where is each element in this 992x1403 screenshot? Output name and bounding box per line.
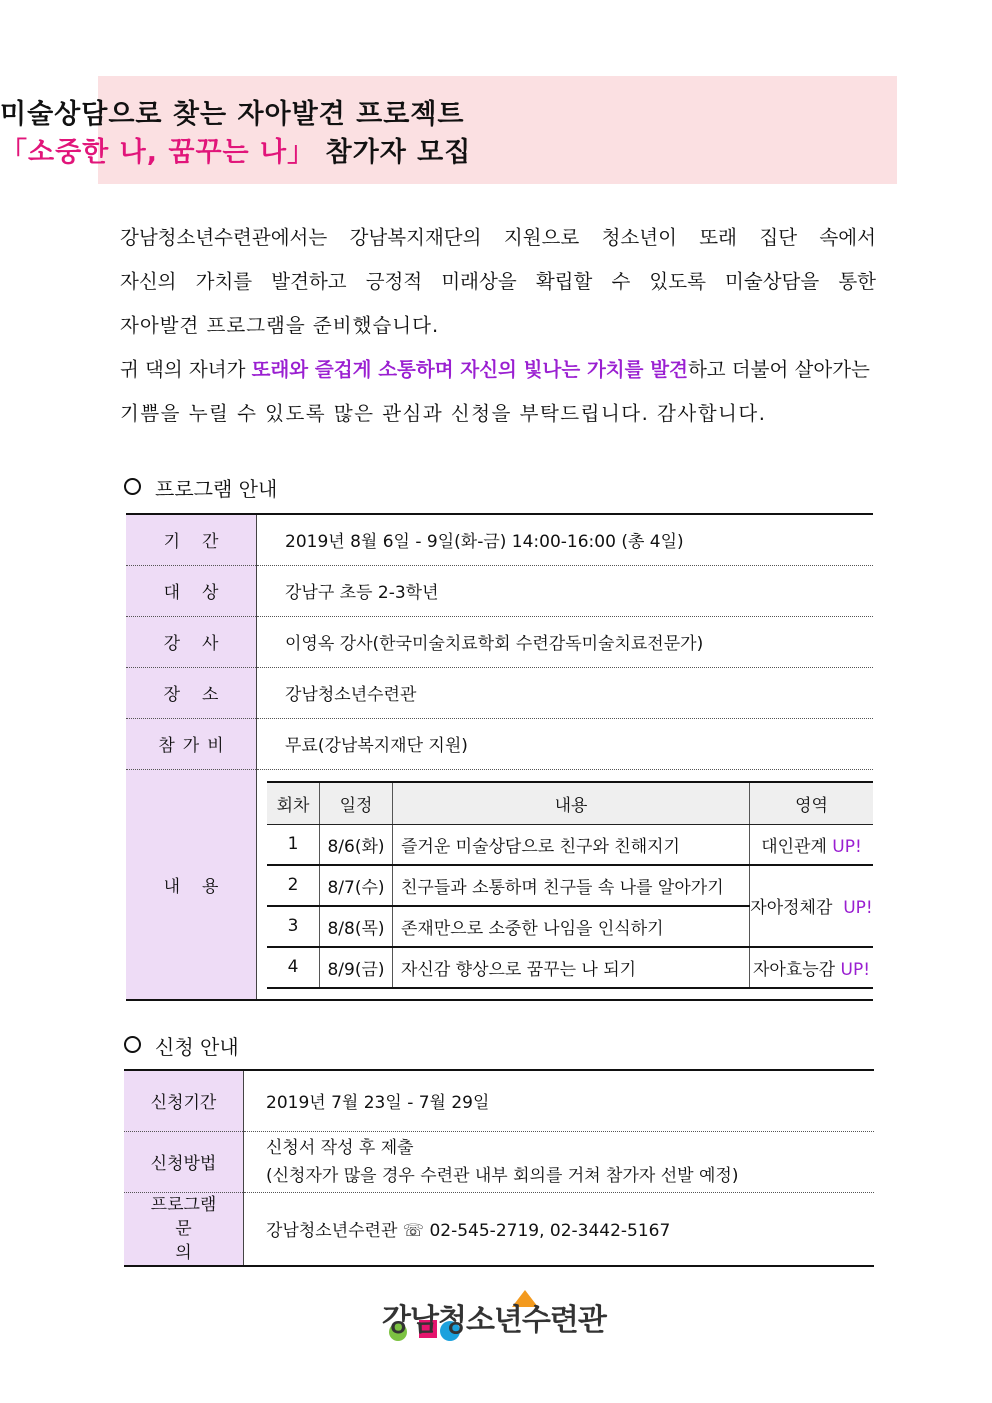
info-row-content	[126, 769, 873, 1000]
schedule-content: 존재만으로 소중한 나임을 인식하기	[393, 906, 750, 947]
program-section-heading	[124, 473, 277, 502]
intro-word: 자신의	[120, 270, 177, 293]
apply-value	[244, 1192, 875, 1266]
schedule-no: 1	[267, 824, 320, 865]
info-label: 장소	[126, 667, 257, 718]
schedule-area	[750, 824, 874, 865]
subtitle-rest: 참가자 모집	[315, 137, 472, 168]
schedule-row	[267, 865, 873, 906]
intro-word: 가치를	[195, 270, 253, 293]
schedule-header: 영역	[750, 782, 874, 825]
schedule-no: 2	[267, 865, 320, 906]
info-row-period	[126, 514, 873, 565]
intro-line-1	[120, 222, 876, 250]
schedule-header: 일정	[320, 782, 393, 825]
schedule-header: 회차	[267, 782, 320, 825]
intro-word: 미술상담을	[725, 270, 820, 293]
apply-section-title: 신청 안내	[155, 1035, 239, 1059]
inquiry-org: 강남청소년수련관	[266, 1221, 398, 1241]
logo-text: 강남청소년수련관	[382, 1303, 606, 1338]
schedule-area	[750, 865, 874, 947]
apply-row-inquiry	[124, 1192, 874, 1266]
schedule-content: 자신감 향상으로 꿈꾸는 나 되기	[393, 947, 750, 988]
area-name: 자아정체감	[750, 898, 833, 918]
intro-word: 또래	[699, 226, 737, 249]
apply-value: 2019년 7월 23일 - 7월 29일	[244, 1070, 875, 1131]
phone-icon: ☏	[402, 1221, 425, 1241]
intro-word: 긍정적	[365, 270, 423, 293]
area-name: 대인관계	[761, 836, 827, 857]
info-label: 기간	[126, 514, 257, 565]
schedule-area	[750, 947, 874, 988]
circle-bullet-icon	[124, 1036, 141, 1053]
apply-value	[244, 1131, 875, 1192]
org-logo	[382, 1287, 612, 1343]
schedule-date: 8/6(화)	[320, 824, 393, 865]
intro-line-4	[120, 354, 870, 382]
apply-label: 신청방법	[124, 1131, 244, 1192]
info-value: 이영옥 강사(한국미술치료학회 수련감독미술치료전문가)	[257, 616, 874, 667]
intro-word: 발견하고	[271, 270, 347, 293]
apply-label	[124, 1192, 244, 1266]
schedule-cell	[257, 769, 874, 1000]
apply-label: 신청기간	[124, 1070, 244, 1131]
schedule-date: 8/7(수)	[320, 865, 393, 906]
schedule-date: 8/8(목)	[320, 906, 393, 947]
intro-word: 통한	[838, 270, 876, 293]
schedule-no: 4	[267, 947, 320, 988]
schedule-row	[267, 824, 873, 865]
info-row-target	[126, 565, 873, 616]
info-row-instructor	[126, 616, 873, 667]
program-section-title: 프로그램 안내	[155, 477, 278, 501]
intro-word: 강남복지재단의	[349, 226, 482, 249]
intro-word: 확립할	[535, 270, 593, 293]
info-label: 참가비	[126, 718, 257, 769]
info-label: 대상	[126, 565, 257, 616]
apply-row-period	[124, 1070, 874, 1131]
intro-line-5: 기쁨을 누릴 수 있도록 많은 관심과 신청을 부탁드립니다. 감사합니다.	[120, 402, 767, 425]
schedule-date: 8/9(금)	[320, 947, 393, 988]
area-name: 자아효능감	[752, 959, 836, 980]
page-subtitle	[0, 130, 992, 169]
schedule-content: 친구들과 소통하며 친구들 속 나를 알아가기	[393, 865, 750, 906]
area-up-tag: UP!	[832, 836, 862, 857]
method-line-1: 신청서 작성 후 제출	[266, 1137, 414, 1158]
intro-word: 속에서	[819, 226, 876, 249]
info-label: 내용	[126, 769, 257, 1000]
schedule-no: 3	[267, 906, 320, 947]
inquiry-label-2: 문 의	[175, 1218, 214, 1263]
info-value: 무료(강남복지재단 지원)	[257, 718, 874, 769]
intro-line-4-pre: 귀 댁의 자녀가	[120, 358, 252, 381]
intro-word: 있도록	[649, 270, 706, 293]
apply-info-table	[124, 1069, 874, 1267]
intro-word: 수	[611, 270, 631, 293]
intro-word: 지원으로	[503, 226, 580, 249]
info-row-place	[126, 667, 873, 718]
intro-word: 청소년이	[601, 226, 677, 249]
intro-line-4-post: 하고 더불어 살아가는	[687, 358, 870, 381]
schedule-row	[267, 947, 873, 988]
info-value: 2019년 8월 6일 - 9일(화-금) 14:00-16:00 (총 4일)	[257, 514, 874, 565]
intro-highlight: 또래와 즐겁게 소통하며 자신의 빛나는 가치를 발견	[251, 358, 688, 381]
inquiry-phone: 02-545-2719, 02-3442-5167	[429, 1221, 671, 1241]
intro-word: 미래상을	[441, 270, 517, 293]
intro-word: 강남청소년수련관에서는	[120, 226, 328, 249]
area-up-tag: UP!	[840, 959, 871, 980]
schedule-content: 즐거운 미술상담으로 친구와 친해지기	[393, 824, 750, 865]
intro-line-2	[120, 266, 876, 294]
schedule-header: 내용	[393, 782, 750, 825]
info-value: 강남구 초등 2-3학년	[257, 565, 874, 616]
method-line-2: (신청자가 많을 경우 수련관 내부 회의를 거쳐 참가자 선발 예정)	[266, 1165, 739, 1186]
program-info-table	[126, 513, 873, 1001]
apply-row-method	[124, 1131, 874, 1192]
info-value: 강남청소년수련관	[257, 667, 874, 718]
apply-section-heading	[124, 1031, 239, 1060]
area-up-tag: UP!	[843, 898, 873, 918]
intro-word: 집단	[759, 226, 798, 249]
subtitle-highlight: 「소중한 나, 꿈꾸는 나」	[0, 137, 316, 168]
schedule-header-row	[267, 782, 873, 825]
info-row-fee	[126, 718, 873, 769]
inquiry-label-1: 프로그램	[150, 1194, 217, 1215]
info-label: 강사	[126, 616, 257, 667]
intro-line-3: 자아발견 프로그램을 준비했습니다.	[120, 314, 440, 337]
circle-bullet-icon	[124, 478, 141, 495]
page-title: 미술상담으로 찾는 자아발견 프로젝트	[0, 99, 465, 130]
schedule-table	[267, 781, 873, 989]
